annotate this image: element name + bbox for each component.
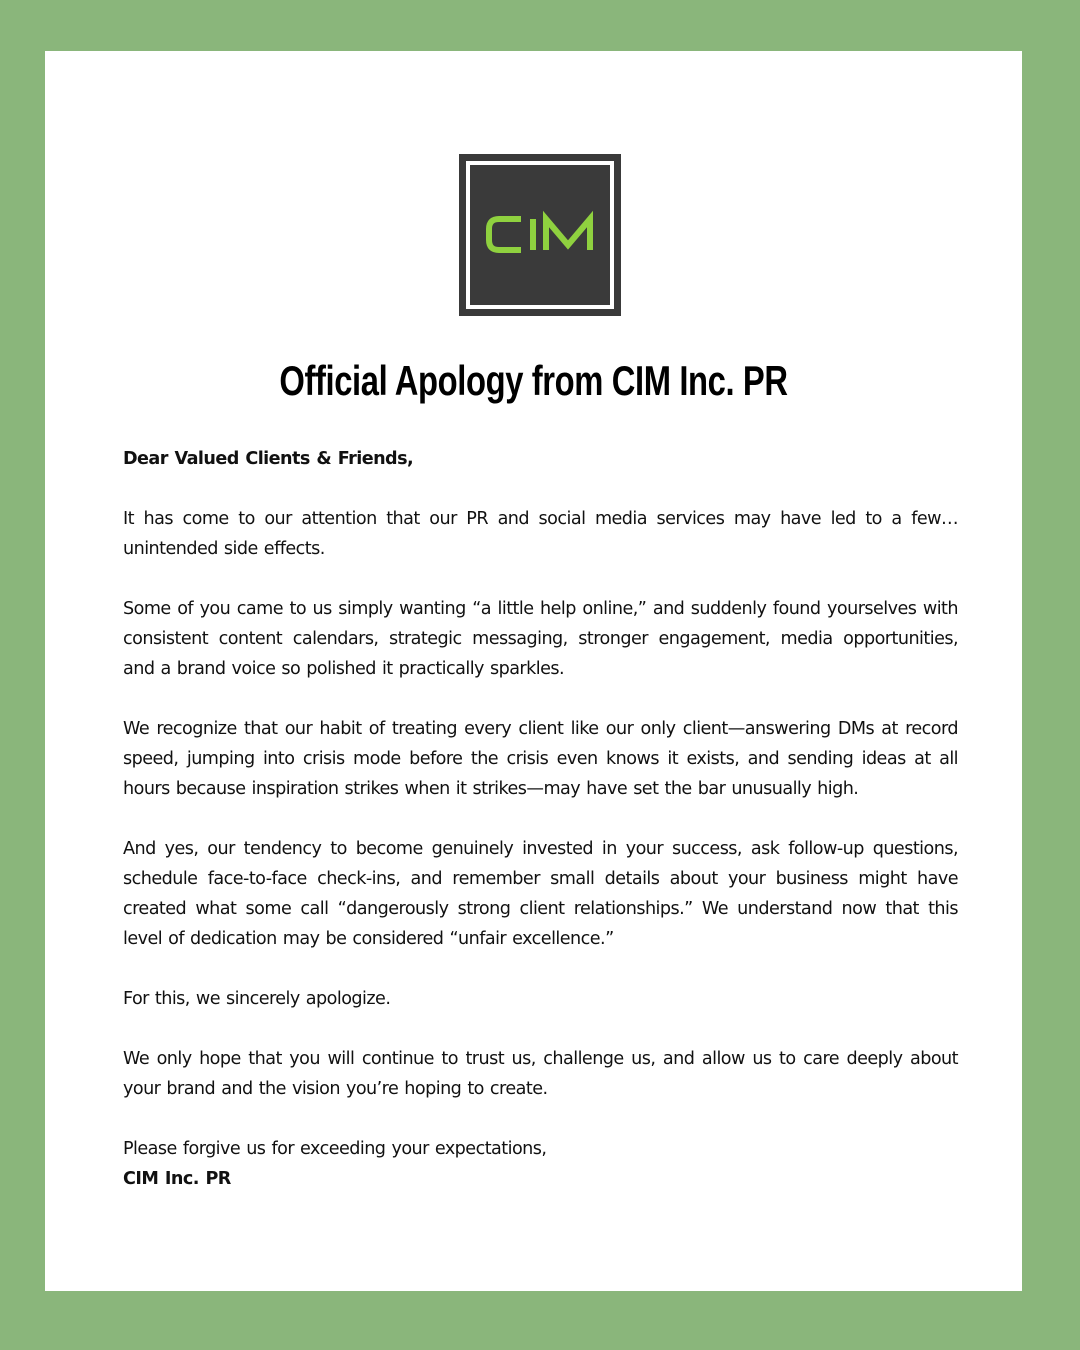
paragraph-2: Some of you came to us simply wanting “a little help online,” and suddenly found yourselves with consistent content calendars, strategic messaging, stronger engagement, media opportunities, and a brand voice so polished it practically sparkles. <box>123 599 958 679</box>
signature: CIM Inc. PR <box>123 1169 231 1189</box>
paragraph-1: It has come to our attention that our PR and social media services may have led to a few… unintended side effects. <box>123 509 958 559</box>
salutation: Dear Valued Clients & Friends, <box>123 449 414 469</box>
closing-block <box>123 1134 958 1194</box>
paragraph-5: For this, we sincerely apologize. <box>123 989 391 1009</box>
paragraph-4: And yes, our tendency to become genuinely invested in your success, ask follow-up questions, schedule face-to-face check-ins, and remember small details about your business might have created what some call “dangerously strong client relationships.” We understand now that this level of dedication may be considered “unfair excellence.” <box>123 839 958 949</box>
paragraph-6: We only hope that you will continue to trust us, challenge us, and allow us to care deeply about your brand and the vision you’re hoping to create. <box>123 1049 958 1099</box>
paragraph-3: We recognize that our habit of treating every client like our only client—answering DMs at record speed, jumping into crisis mode before the crisis even knows it exists, and sending ideas at all hours because inspiration strikes when it strikes—may have set the bar unusually high. <box>123 719 958 799</box>
closing-line: Please forgive us for exceeding your expectations, <box>123 1139 547 1159</box>
letter-body <box>123 444 958 1224</box>
page-title: Official Apology from CIM Inc. PR <box>279 357 788 404</box>
logo-wordmark <box>459 154 621 316</box>
cim-logo <box>459 154 621 316</box>
letter-sheet <box>45 51 1022 1291</box>
